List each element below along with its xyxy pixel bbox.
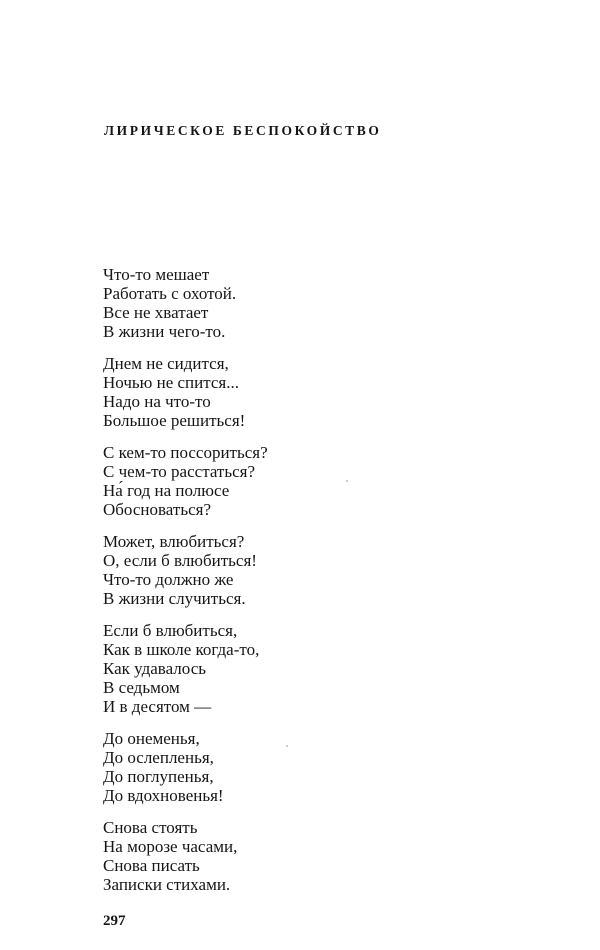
poem-line: Как в школе когда-то, xyxy=(103,640,260,659)
poem-line: Ночью не спится... xyxy=(103,373,239,392)
poem-line: Обосноваться? xyxy=(103,500,211,519)
poem-body xyxy=(103,265,523,907)
poem-line: Может, влюбиться? xyxy=(103,532,245,551)
poem-line: Что-то мешает xyxy=(103,265,210,284)
poem-title: ЛИРИЧЕСКОЕ БЕСПОКОЙСТВО xyxy=(104,123,382,138)
stanza-3 xyxy=(103,443,523,519)
poem-line: На́ год на полюсе xyxy=(103,481,230,500)
stanza-1 xyxy=(103,265,523,341)
stanza-4 xyxy=(103,532,523,608)
paper-speck xyxy=(346,480,348,482)
poem-line: Если б влюбиться, xyxy=(103,621,238,640)
poem-line: О, если б влюбиться! xyxy=(103,551,257,570)
poem-line: На морозе часами, xyxy=(103,837,238,856)
poem-line: Что-то должно же xyxy=(103,570,234,589)
poem-line: И в десятом — xyxy=(103,697,212,716)
poem-line: Записки стихами. xyxy=(103,875,231,894)
poem-line: С кем-то поссориться? xyxy=(103,443,268,462)
paper-speck xyxy=(286,745,288,747)
poem-line: С чем-то расстаться? xyxy=(103,462,256,481)
poem-line: Снова писать xyxy=(103,856,200,875)
poem-line: Снова стоять xyxy=(103,818,198,837)
poem-line: До поглупенья, xyxy=(103,767,214,786)
stanza-5 xyxy=(103,621,523,716)
poem-line: До вдохновенья! xyxy=(103,786,224,805)
poem-line: До ослепленья, xyxy=(103,748,214,767)
page-number: 297 xyxy=(103,913,126,929)
poem-line: В жизни чего-то. xyxy=(103,322,226,341)
poem-line: В жизни случиться. xyxy=(103,589,246,608)
stanza-2 xyxy=(103,354,523,430)
stanza-7 xyxy=(103,818,523,894)
poem-line: Надо на что-то xyxy=(103,392,211,411)
stanza-6 xyxy=(103,729,523,805)
poem-line: Работать с охотой. xyxy=(103,284,237,303)
poem-line: Как удавалось xyxy=(103,659,206,678)
poem-line: В седьмом xyxy=(103,678,180,697)
poem-line: Большое решиться! xyxy=(103,411,246,430)
poem-line: До онеменья, xyxy=(103,729,200,748)
poem-line: Все не хватает xyxy=(103,303,209,322)
poem-line: Днем не сидится, xyxy=(103,354,229,373)
